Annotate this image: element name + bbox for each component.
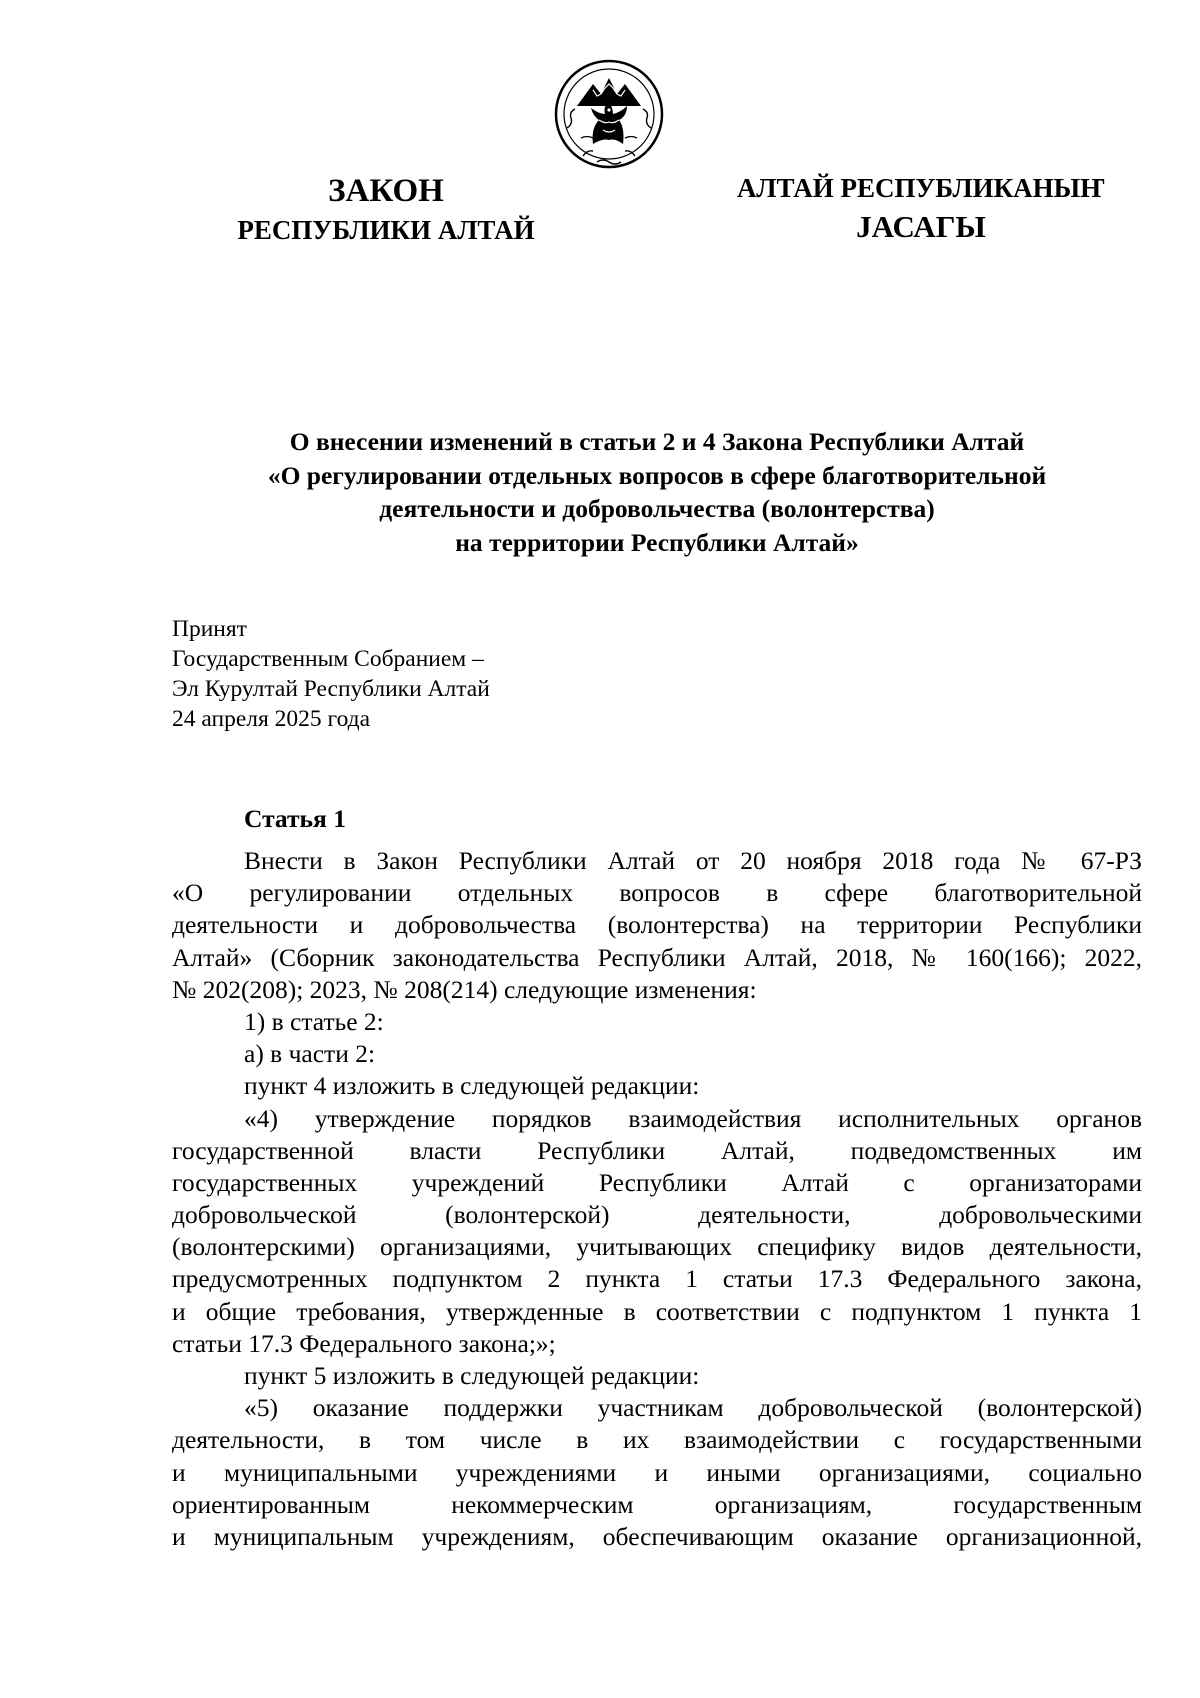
body-line: Алтай» (Сборник законодательства Республики Алтай, 2018, № 160(166); 2022, <box>172 942 1142 972</box>
body-line: добровольческой (волонтерской) деятельности, добровольческими <box>172 1200 1142 1230</box>
document-title <box>172 425 1142 559</box>
body-line: и муниципальными учреждениями и иными организациями, социально <box>172 1457 1142 1487</box>
altai-republic-coat-of-arms-icon <box>553 58 665 170</box>
body-line: и муниципальным учреждениям, обеспечивающим оказание организационной, <box>172 1521 1142 1551</box>
body-line: предусмотренных подпунктом 2 пункта 1 статьи 17.3 Федерального закона, <box>172 1264 1142 1294</box>
body-line: государственных учреждений Республики Алтай с организаторами <box>172 1167 1142 1197</box>
body-line: статьи 17.3 Федерального закона;»; <box>172 1328 556 1358</box>
adoption-info <box>172 614 490 734</box>
adoption-line: Государственным Собранием – <box>172 646 484 672</box>
body-line: «4) утверждение порядков взаимодействия исполнительных органов <box>244 1103 1142 1133</box>
adoption-line: Эл Курултай Республики Алтай <box>172 676 490 702</box>
body-line: пункт 4 изложить в следующей редакции: <box>244 1071 700 1101</box>
adoption-date: 24 апреля 2025 года <box>172 706 371 732</box>
article-heading: Статья 1 <box>244 804 346 833</box>
body-line: Внести в Закон Республики Алтай от 20 ноября 2018 года № 67-РЗ <box>244 846 1142 875</box>
law-header-russian <box>226 170 546 248</box>
coat-of-arms-emblem <box>553 58 665 170</box>
article-body <box>172 845 1142 1553</box>
body-line: и общие требования, утвержденные в соответствии с подпунктом 1 пункта 1 <box>172 1296 1142 1326</box>
body-line: государственной власти Республики Алтай, подведомственных им <box>172 1135 1142 1165</box>
body-line: «О регулировании отдельных вопросов в сфере благотворительной <box>172 878 1142 908</box>
body-line: деятельности и добровольчества (волонтерства) на территории Республики <box>172 910 1142 940</box>
adoption-line: Принят <box>172 616 247 642</box>
header-republic-name-altai: АЛТАЙ РЕСПУБЛИКАНЫҤ <box>736 173 1106 203</box>
header-republic-name: РЕСПУБЛИКИ АЛТАЙ <box>237 215 535 245</box>
law-header-altai <box>726 170 1116 248</box>
body-line: «5) оказание поддержки участникам добровольческой (волонтерской) <box>244 1393 1142 1423</box>
title-line: деятельности и добровольчества (волонтерства) <box>379 494 935 523</box>
body-line: ориентированным некоммерческим организациям, государственным <box>172 1489 1142 1519</box>
title-line: О внесении изменений в статьи 2 и 4 Закона Республики Алтай <box>289 427 1025 456</box>
body-line: а) в части 2: <box>244 1039 376 1069</box>
body-line: деятельности, в том числе в их взаимодействии с государственными <box>172 1425 1142 1455</box>
title-line: на территории Республики Алтай» <box>455 527 859 557</box>
body-line: пункт 5 изложить в следующей редакции: <box>244 1361 700 1390</box>
body-line: (волонтерскими) организациями, учитывающих специфику видов деятельности, <box>172 1232 1142 1262</box>
body-line: № 202(208); 2023, № 208(214) следующие изменения: <box>172 974 757 1004</box>
title-line: «О регулировании отдельных вопросов в сфере благотворительной <box>267 460 1047 490</box>
header-law-word: ЗАКОН <box>328 173 444 209</box>
body-line: 1) в статье 2: <box>244 1006 384 1036</box>
header-law-word-altai: JАСАГЫ <box>856 209 986 244</box>
